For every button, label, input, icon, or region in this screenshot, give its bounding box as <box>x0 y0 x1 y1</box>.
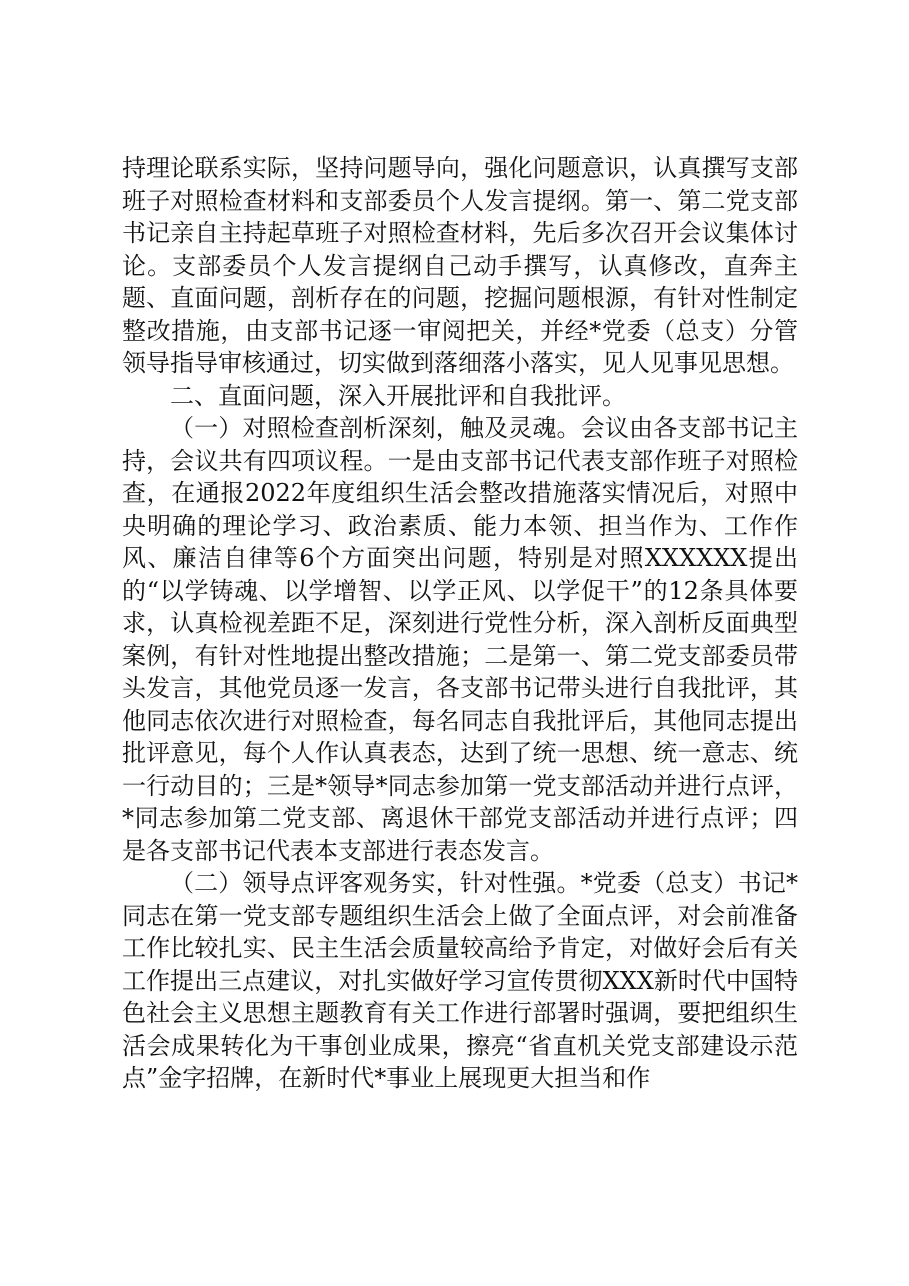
paragraph-subsection-1: （一）对照检查剖析深刻，触及灵魂。会议由各支部书记主持，会议共有四项议程。一是由支部书记代表支部作班子对照检查，在通报2022年度组织生活会整改措施落实情况后，对照中央明确的理论学习、政治素质、能力本领、担当作为、工作作风、廉洁自律等6个方面突出问题，特别是对照XXXXXX提出的“以学铸魂、以学增智、以学正风、以学促干”的12条具体要求，认真检视差距不足，深刻进行党性分析，深入剖析反面典型案例，有针对性地提出整改措施；二是第一、第二党支部委员带头发言，其他党员逐一发言，各支部书记带头进行自我批评，其他同志依次进行对照检查，每名同志自我批评后，其他同志提出批评意见，每个人作认真表态，达到了统一思想、统一意志、统一行动目的；三是*领导*同志参加第一党支部活动并进行点评，*同志参加第二党支部、离退休干部党支部活动并进行点评；四是各支部书记代表本支部进行表态发言。 <box>122 414 798 865</box>
paragraph-subsection-2: （二）领导点评客观务实，针对性强。*党委（总支）书记*同志在第一党支部专题组织生活会上做了全面点评，对会前准备工作比较扎实、民主生活会质量较高给予肯定，对做好会后有关工作提出三点建议，对扎实做好学习宣传贯彻XXX新时代中国特色社会主义思想主题教育有关工作进行部署时强调，要把组织生活会成果转化为干事创业成果，擦亮“省直机关党支部建设示范点”金字招牌，在新时代*事业上展现更大担当和作 <box>122 869 798 1092</box>
document-body <box>122 152 798 1095</box>
paragraph-continuation: 持理论联系实际，坚持问题导向，强化问题意识，认真撰写支部班子对照检查材料和支部委员个人发言提纲。第一、第二党支部书记亲自主持起草班子对照检查材料，先后多次召开会议集体讨论。支部委员个人发言提纲自己动手撰写，认真修改，直奔主题、直面问题，剖析存在的问题，挖掘问题根源，有针对性制定整改措施，由支部书记逐一审阅把关，并经*党委（总支）分管领导指导审核通过，切实做到落细落小落实，见人见事见思想。 <box>122 154 798 377</box>
section-heading: 二、直面问题，深入开展批评和自我批评。 <box>170 381 626 410</box>
